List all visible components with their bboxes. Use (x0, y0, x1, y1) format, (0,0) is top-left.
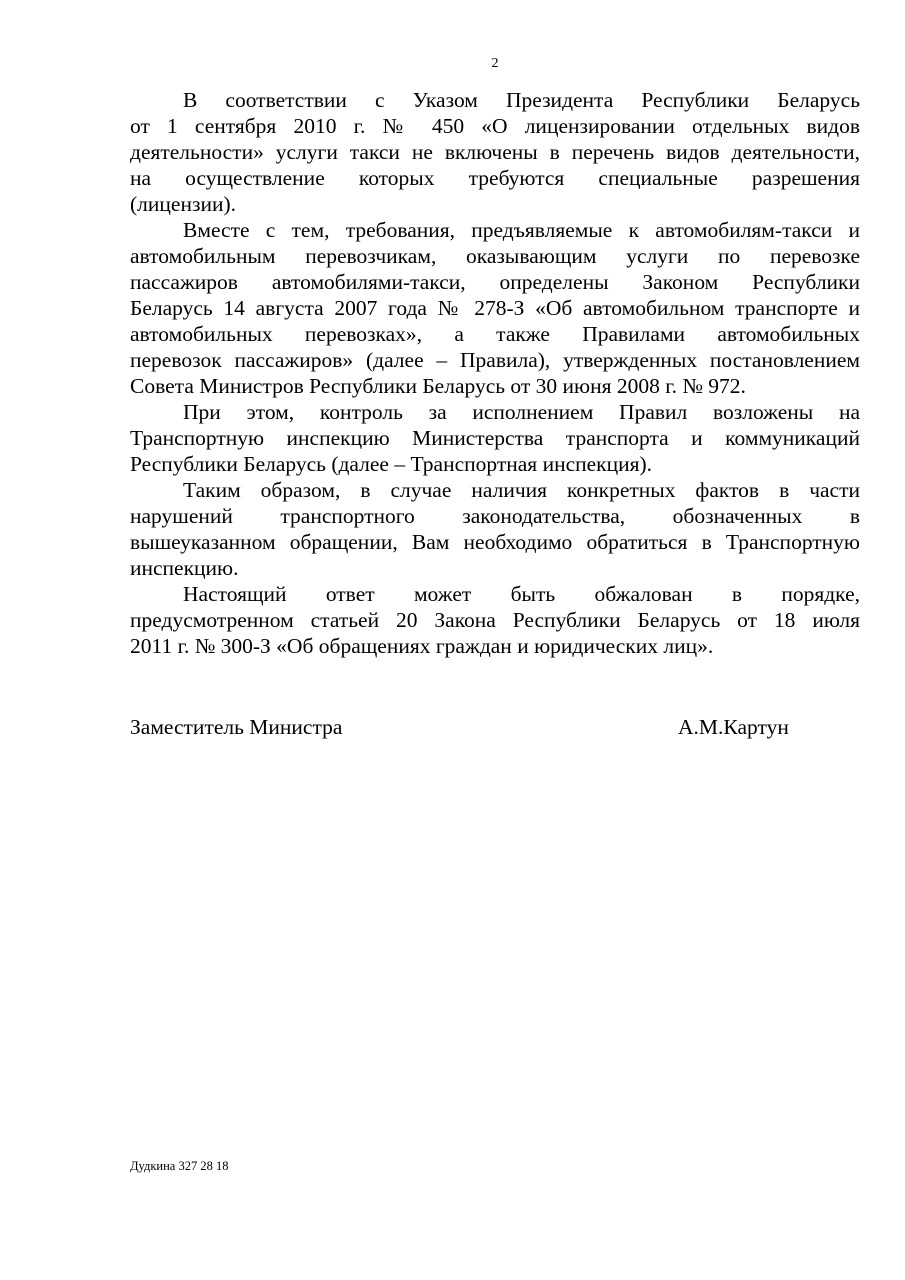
paragraph (130, 477, 860, 581)
text-line: В соответствии с Указом Президента Республики Беларусь (183, 88, 860, 112)
text-line: 2011 г. № 300-З «Об обращениях граждан и юридических лиц». (130, 634, 714, 658)
text-line: деятельности» услуги такси не включены в перечень видов деятельности, (130, 140, 860, 164)
text-line: Беларусь 14 августа 2007 года № 278-З «Об автомобильном транспорте и (130, 296, 860, 320)
executor-contact: Дудкина 327 28 18 (130, 1159, 229, 1173)
text-line: Республики Беларусь (далее – Транспортная инспекция). (130, 452, 653, 476)
text-line: Транспортную инспекцию Министерства транспорта и коммуникаций (130, 426, 860, 450)
text-line: При этом, контроль за исполнением Правил возложены на (183, 400, 860, 424)
text-line: Вместе с тем, требования, предъявляемые к автомобилям-такси и (183, 218, 860, 242)
paragraph (130, 87, 860, 217)
text-line: предусмотренном статьей 20 Закона Республики Беларусь от 18 июля (130, 608, 860, 632)
text-line: нарушений транспортного законодательства, обозначенных в (130, 504, 860, 528)
text-line: на осуществление которых требуются специальные разрешения (130, 166, 860, 190)
text-line: инспекцию. (130, 556, 239, 580)
letter-body (130, 87, 860, 659)
text-line: Совета Министров Республики Беларусь от 30 июня 2008 г. № 972. (130, 374, 746, 398)
text-line: Настоящий ответ может быть обжалован в порядке, (183, 582, 860, 606)
text-line: автомобильных перевозках», а также Правилами автомобильных (130, 322, 860, 346)
text-line: автомобильным перевозчикам, оказывающим услуги по перевозке (130, 244, 860, 268)
signatory-name: А.М.Картун (678, 715, 789, 739)
text-line: (лицензии). (130, 192, 236, 216)
text-line: от 1 сентября 2010 г. № 450 «О лицензировании отдельных видов (130, 114, 860, 138)
paragraph (130, 217, 860, 399)
paragraph (130, 399, 860, 477)
paragraph (130, 581, 860, 659)
text-line: вышеуказанном обращении, Вам необходимо обратиться в Транспортную (130, 530, 860, 554)
signatory-position: Заместитель Министра (130, 715, 343, 739)
text-line: пассажиров автомобилями-такси, определены Законом Республики (130, 270, 860, 294)
page-number: 2 (491, 56, 499, 71)
text-line: Таким образом, в случае наличия конкретных фактов в части (183, 478, 860, 502)
text-line: перевозок пассажиров» (далее – Правила), утвержденных постановлением (130, 348, 860, 372)
